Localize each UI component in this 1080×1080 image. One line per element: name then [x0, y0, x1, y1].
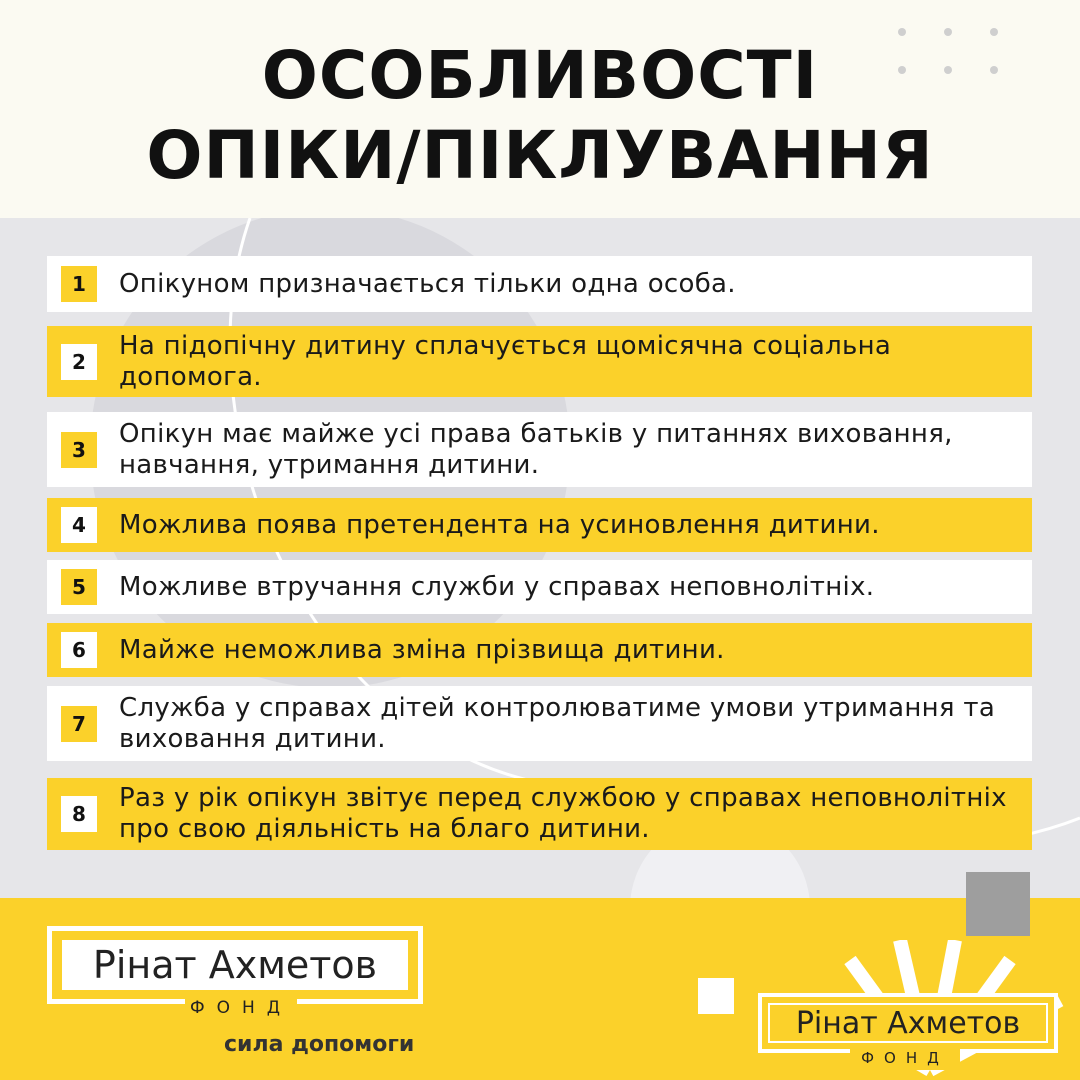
- dot: [990, 66, 998, 74]
- decorative-dots: [890, 22, 1010, 82]
- slogan: сила допомоги: [224, 1032, 415, 1057]
- list-item: [47, 778, 1032, 850]
- logo-subtitle: ФОНД: [185, 996, 297, 1020]
- item-number: 3: [61, 432, 97, 468]
- item-text: Майже неможлива зміна прізвища дитини.: [119, 634, 725, 665]
- title-line-2: ОПІКИ/ПІКЛУВАННЯ: [146, 117, 934, 194]
- list-item: [47, 412, 1032, 487]
- item-number: 8: [61, 796, 97, 832]
- features-panel: [0, 218, 1080, 898]
- dot: [944, 28, 952, 36]
- item-text: Можливе втручання служби у справах неповнолітніх.: [119, 571, 875, 602]
- item-number: 2: [61, 344, 97, 380]
- header: [0, 0, 1080, 218]
- item-number: 5: [61, 569, 97, 605]
- dot: [990, 28, 998, 36]
- logo2-name: Рінат Ахметов: [768, 1003, 1048, 1043]
- features-list: [0, 218, 1080, 898]
- item-text: Служба у справах дітей контролюватиме умови утримання та виховання дитини.: [119, 692, 996, 754]
- foundation-logo: [47, 926, 423, 1004]
- list-item: [47, 326, 1032, 397]
- item-number: 7: [61, 706, 97, 742]
- item-number: 6: [61, 632, 97, 668]
- item-text: Опікуном призначається тільки одна особа.: [119, 268, 736, 299]
- logo2-subtitle: ФОНД: [850, 1046, 960, 1070]
- list-item: [47, 686, 1032, 761]
- list-item: [47, 560, 1032, 614]
- item-number: 1: [61, 266, 97, 302]
- dot: [898, 66, 906, 74]
- dot: [898, 28, 906, 36]
- item-text: На підопічну дитину сплачується щомісячна соціальна допомога.: [119, 330, 892, 392]
- list-item: [47, 498, 1032, 552]
- item-text: Раз у рік опікун звітує перед службою у справах неповнолітніх про свою діяльність на благо дитини.: [119, 783, 1007, 844]
- item-text: Можлива поява претендента на усиновлення дитини.: [119, 509, 880, 540]
- dot: [944, 66, 952, 74]
- item-number: 4: [61, 507, 97, 543]
- logo-name: Рінат Ахметов: [62, 940, 408, 990]
- decorative-square: [966, 872, 1030, 936]
- title-line-1: ОСОБЛИВОСТІ: [261, 37, 819, 114]
- foundation-logo-secondary: [758, 993, 1058, 1053]
- decorative-square-white: [698, 978, 734, 1014]
- list-item: [47, 623, 1032, 677]
- list-item: [47, 256, 1032, 312]
- item-text: Опікун має майже усі права батьків у питаннях виховання, навчання, утримання дитини.: [119, 418, 953, 480]
